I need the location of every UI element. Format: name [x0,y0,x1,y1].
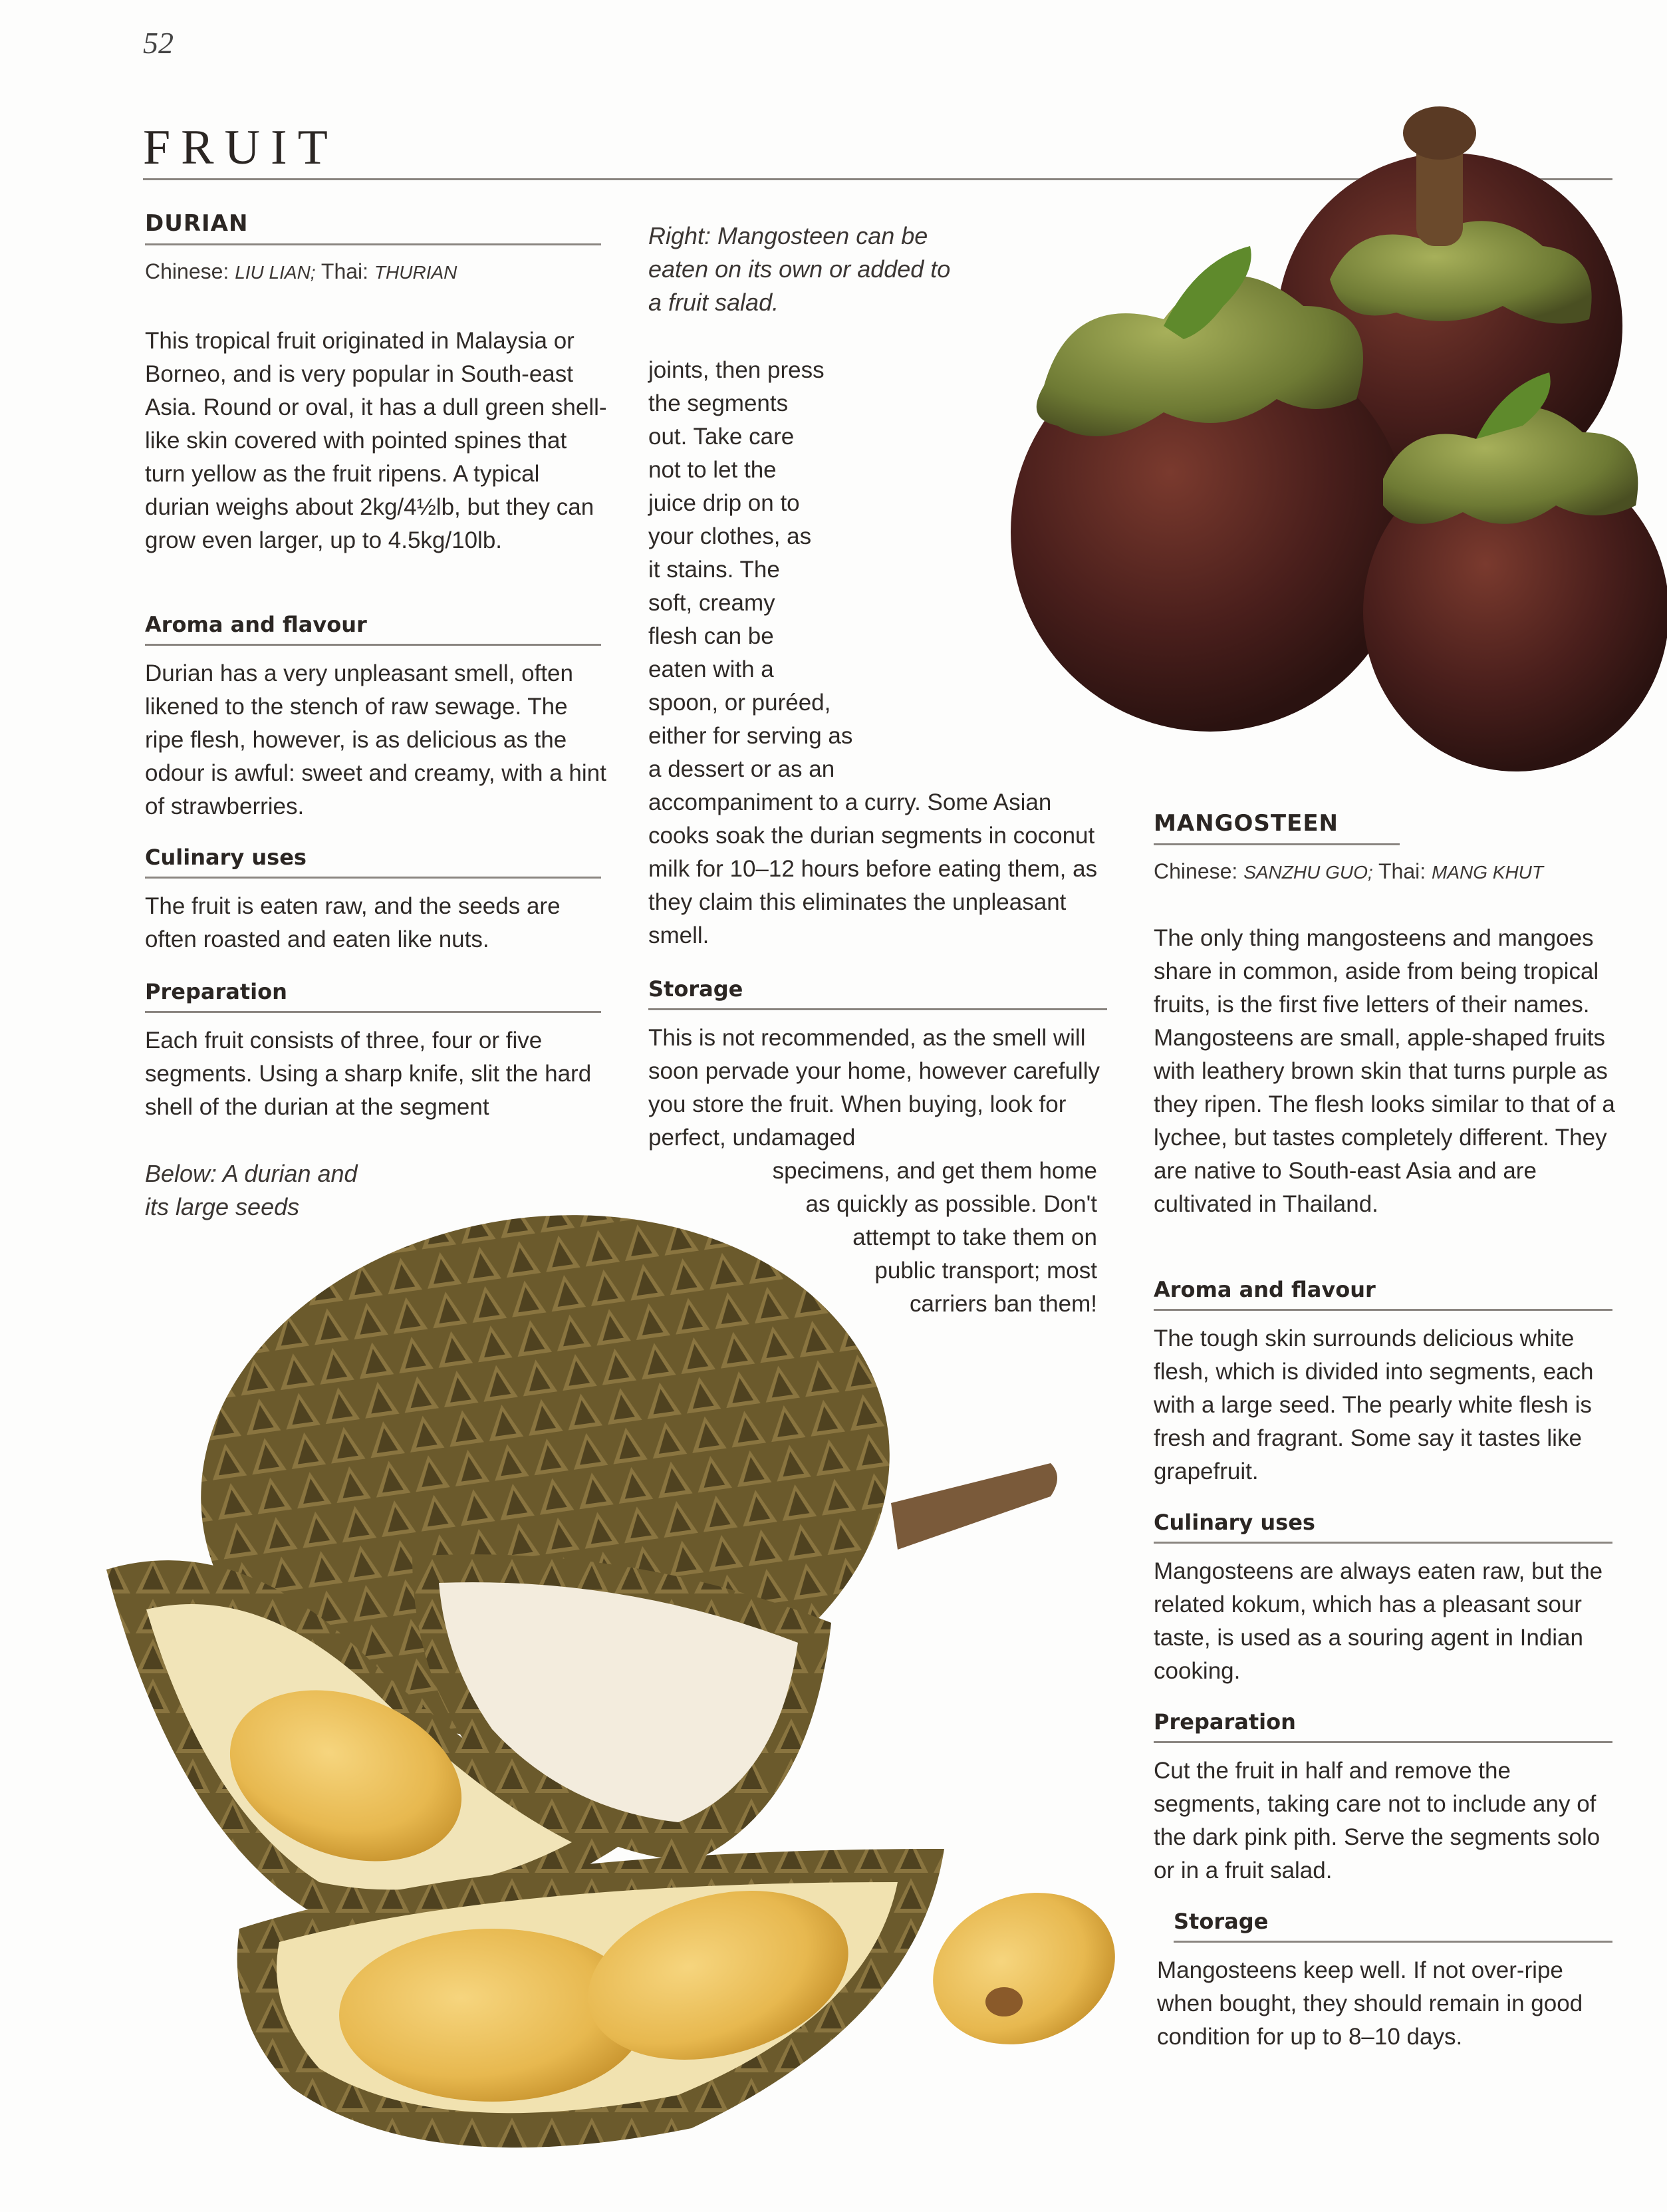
durian-prep-text: Each fruit consists of three, four or five segments. Using a sharp knife, slit the hard shell of the durian at the segment [145,1028,592,1120]
mangosteen-intro: The only thing mangosteens and mangoes share in common, aside from being tropical fruits, is the first five letters of their names. Mangosteens are small, apple-shaped fruits with leathery brown skin that turns purple as they ripen. The flesh looks similar to that of a lychee, but tastes completely different. They are native to South-east Asia and are cultivated in Thailand. [1154,925,1615,1217]
mangosteen-caption-line: Right: Mangosteen can be [648,222,928,249]
prep-cont-line: your clothes, as [648,523,812,549]
durian-prep-heading: Preparation [145,979,601,1013]
durian-prep-continued-text: accompaniment to a curry. Some Asian cooks soak the durian segments in coconut milk for 10–12 hours before eating them, as they claim this eliminates the unpleasant smell. [648,789,1098,948]
mangosteen-caption-line: eaten on its own or added to [648,255,951,283]
storage-line: as quickly as possible. Don't [805,1191,1097,1217]
mangosteen-aroma-text: The tough skin surrounds delicious white flesh, which is divided into segments, each with a large seed. The pearly white flesh is fresh and fragrant. Some say it tastes like grapefruit. [1154,1325,1594,1484]
durian-intro: This tropical fruit originated in Malaysia or Borneo, and is very popular in South-east Asia. Round or oval, it has a dull green shell-like skin covered with pointed spines that turn yellow as the fruit ripens. A typical durian weighs about 2kg/4½lb, but they can grow even larger, up to 4.5kg/10lb. [145,328,607,553]
mangosteen-prep-text: Cut the fruit in half and remove the segments, taking care not to include any of the dark pink pith. Serve the segments solo or in a fruit salad. [1154,1758,1601,1883]
durian-heading: DURIAN [145,210,601,245]
storage-line: carriers ban them! [909,1291,1097,1317]
prep-cont-line: joints, then press [648,357,825,383]
mangosteen-chinese-name: SANZHU GUO; [1243,862,1373,883]
durian-chinese-name: LIU LIAN; [235,262,316,283]
storage-line: attempt to take them on [852,1224,1097,1250]
durian-chinese-label: Chinese: [145,259,229,283]
durian-storage-text: This is not recommended, as the smell will soon pervade your home, however carefully you store the fruit. When buying, look for perfect, undamaged [648,1025,1100,1151]
mangosteen-culinary-text: Mangosteens are always eaten raw, but the related kokum, which has a pleasant sour taste, is used as a souring agent in Indian cooking. [1154,1558,1603,1684]
durian-culinary-text: The fruit is eaten raw, and the seeds are often roasted and eaten like nuts. [145,893,561,952]
prep-cont-line: a dessert or as an [648,756,835,782]
mangosteen-heading: MANGOSTEEN [1154,810,1400,845]
mangosteen-names [1154,859,1619,884]
mangosteen-aroma-heading: Aroma and flavour [1154,1277,1612,1311]
durian-caption [145,1157,358,1224]
mangosteen-thai-label: Thai: [1378,859,1426,883]
page-number: 52 [143,26,174,60]
durian-storage-heading: Storage [648,976,1107,1010]
prep-cont-line: juice drip on to [648,490,800,516]
durian-culinary-heading: Culinary uses [145,845,601,879]
mangosteen-culinary-heading: Culinary uses [1154,1510,1612,1544]
durian-seed [912,1868,1136,2069]
durian-aroma-text: Durian has a very unpleasant smell, often likened to the stench of raw sewage. The ripe flesh, however, is as delicious as the odour is awful: sweet and creamy, with a hint of strawberries. [145,660,606,819]
mangosteen-storage-text: Mangosteens keep well. If not over-ripe when bought, they should remain in good condition for up to 8–10 days. [1157,1957,1583,2050]
durian-names [145,259,610,284]
mangosteen-storage-heading: Storage [1174,1909,1612,1943]
durian-thai-label: Thai: [321,259,369,283]
storage-line: specimens, and get them home [772,1158,1097,1184]
durian-thai-name: THURIAN [374,262,457,283]
durian-caption-line: its large seeds [145,1193,300,1220]
page-title: FRUIT [143,120,338,175]
prep-cont-line: it stains. The [648,557,780,583]
mangosteen-thai-name: MANG KHUT [1432,862,1543,883]
storage-line: public transport; most [874,1258,1097,1284]
mangosteen-photo [851,106,1667,785]
prep-cont-line: the segments [648,390,789,416]
mangosteen-prep-heading: Preparation [1154,1709,1612,1743]
durian-storage-continued [692,1155,1097,1321]
durian-prep-continued [648,354,852,786]
prep-cont-line: out. Take care [648,424,795,450]
prep-cont-line: flesh can be [648,623,774,649]
prep-cont-line: not to let the [648,457,777,483]
prep-cont-line: spoon, or puréed, [648,690,831,716]
prep-cont-line: either for serving as [648,723,853,749]
mangosteen-chinese-label: Chinese: [1154,859,1238,883]
prep-cont-line: eaten with a [648,656,774,682]
prep-cont-line: soft, creamy [648,590,775,616]
mangosteen-caption-line: a fruit salad. [648,289,779,316]
durian-aroma-heading: Aroma and flavour [145,612,601,646]
durian-caption-line: Below: A durian and [145,1160,358,1187]
mangosteen-caption [648,219,950,319]
